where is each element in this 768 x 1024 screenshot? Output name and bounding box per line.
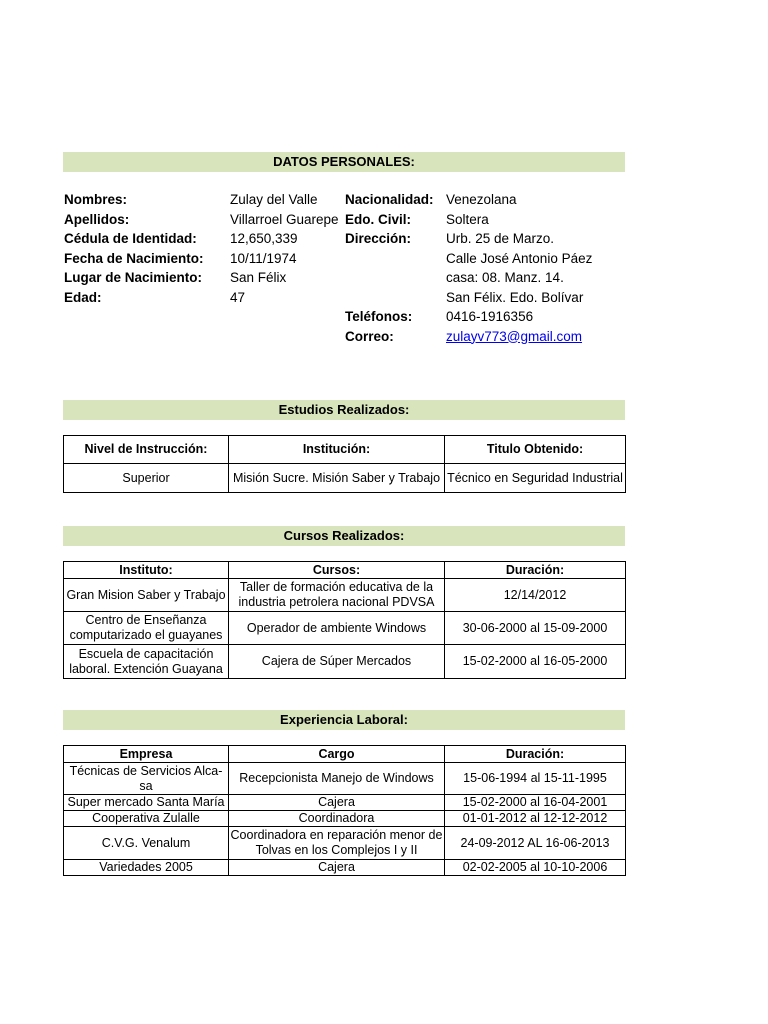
cell-cargo: Recepcionista Manejo de Windows	[229, 763, 445, 795]
section-title-cursos: Cursos Realizados:	[63, 526, 625, 546]
label-nombres: Nombres:	[64, 192, 128, 207]
cell-empresa: Super mercado Santa María	[64, 795, 229, 811]
column-header: Institución:	[229, 436, 445, 464]
value-apellidos: Villarroel Guarepe	[230, 211, 339, 227]
column-header: Titulo Obtenido:	[445, 436, 626, 464]
cell-duracion: 15-02-2000 al 16-04-2001	[445, 795, 626, 811]
cell-cargo: Cajera	[229, 795, 445, 811]
value-direccion-line-3: casa: 08. Manz. 14.	[446, 270, 564, 285]
cell-duracion: 15-02-2000 al 16-05-2000	[445, 645, 626, 679]
cell-cargo: Cajera	[229, 860, 445, 876]
value-fecha-nacimiento: 10/11/1974	[230, 250, 297, 266]
table-row	[64, 827, 626, 860]
cell-instituto: Centro de Enseñanza computarizado el guayanes	[64, 612, 229, 645]
cell-instituto: Escuela de capacitación laboral. Extención Guayana	[64, 645, 229, 679]
value-cedula: 12,650,339	[230, 231, 298, 246]
label-edad: Edad:	[64, 289, 102, 305]
value-direccion-line-4: San Félix. Edo. Bolívar	[446, 289, 584, 305]
value-direccion-line-1: Urb. 25 de Marzo.	[446, 231, 555, 246]
section-title-datos-personales: DATOS PERSONALES:	[63, 152, 625, 172]
label-correo: Correo:	[345, 328, 394, 344]
cell-curso: Cajera de Súper Mercados	[229, 645, 445, 679]
column-header: Duración:	[445, 746, 626, 763]
cell-empresa: Cooperativa Zulalle	[64, 811, 229, 827]
table-row	[64, 811, 626, 827]
cell-instituto: Gran Mision Saber y Trabajo	[64, 579, 229, 612]
section-title-experiencia: Experiencia Laboral:	[63, 710, 625, 730]
label-nacionalidad: Nacionalidad:	[345, 192, 434, 207]
cell-curso: Operador de ambiente Windows	[229, 612, 445, 645]
cell-cargo: Coordinadora en reparación menor de Tolvas en los Complejos I y II	[229, 827, 445, 860]
value-lugar-nacimiento: San Félix	[230, 270, 287, 285]
cell-duracion: 15-06-1994 al 15-11-1995	[445, 763, 626, 795]
label-telefonos: Teléfonos:	[345, 309, 413, 324]
table-row	[64, 860, 626, 876]
cell-duracion: 02-02-2005 al 10-10-2006	[445, 860, 626, 876]
personal-data-block	[63, 190, 663, 350]
table-header-row	[64, 436, 626, 464]
label-edo-civil: Edo. Civil:	[345, 211, 412, 227]
value-nombres: Zulay del Valle	[230, 192, 318, 207]
value-edo-civil: Soltera	[446, 211, 489, 227]
table-row	[64, 464, 626, 493]
table-header-row	[64, 562, 626, 579]
value-edad: 47	[230, 289, 246, 305]
cell-empresa: Variedades 2005	[64, 860, 229, 876]
table-row	[64, 795, 626, 811]
label-lugar-nacimiento: Lugar de Nacimiento:	[64, 270, 203, 285]
column-header: Empresa	[64, 746, 229, 763]
cell-curso: Taller de formación educativa de la industria petrolera nacional PDVSA	[229, 579, 445, 612]
column-header: Nivel de Instrucción:	[64, 436, 229, 464]
cursos-table	[63, 561, 626, 679]
cell-empresa: C.V.G. Venalum	[64, 827, 229, 860]
table-header-row	[64, 746, 626, 763]
column-header: Duración:	[445, 562, 626, 579]
column-header: Cursos:	[229, 562, 445, 579]
table-row	[64, 612, 626, 645]
column-header: Instituto:	[64, 562, 229, 579]
label-apellidos: Apellidos:	[64, 211, 130, 227]
email-link[interactable]: zulayv773@gmail.com	[446, 328, 583, 344]
column-header: Cargo	[229, 746, 445, 763]
experiencia-table	[63, 745, 626, 876]
cell-nivel: Superior	[64, 464, 229, 493]
table-row	[64, 763, 626, 795]
cell-duracion: 01-01-2012 al 12-12-2012	[445, 811, 626, 827]
label-direccion: Dirección:	[345, 231, 412, 246]
cell-duracion: 24-09-2012 AL 16-06-2013	[445, 827, 626, 860]
cell-duracion: 30-06-2000 al 15-09-2000	[445, 612, 626, 645]
table-row	[64, 579, 626, 612]
section-title-estudios: Estudios Realizados:	[63, 400, 625, 420]
label-cedula: Cédula de Identidad:	[64, 231, 197, 246]
cell-duracion: 12/14/2012	[445, 579, 626, 612]
label-fecha-nacimiento: Fecha de Nacimiento:	[64, 250, 204, 266]
value-direccion-line-2: Calle José Antonio Páez	[446, 250, 593, 266]
value-nacionalidad: Venezolana	[446, 192, 517, 207]
estudios-table	[63, 435, 626, 493]
cell-titulo: Técnico en Seguridad Industrial	[445, 464, 626, 493]
cell-institucion: Misión Sucre. Misión Saber y Trabajo	[229, 464, 445, 493]
value-telefonos: 0416-1916356	[446, 309, 534, 324]
table-row	[64, 645, 626, 679]
cell-cargo: Coordinadora	[229, 811, 445, 827]
cell-empresa: Técnicas de Servicios Alca-sa	[64, 763, 229, 795]
